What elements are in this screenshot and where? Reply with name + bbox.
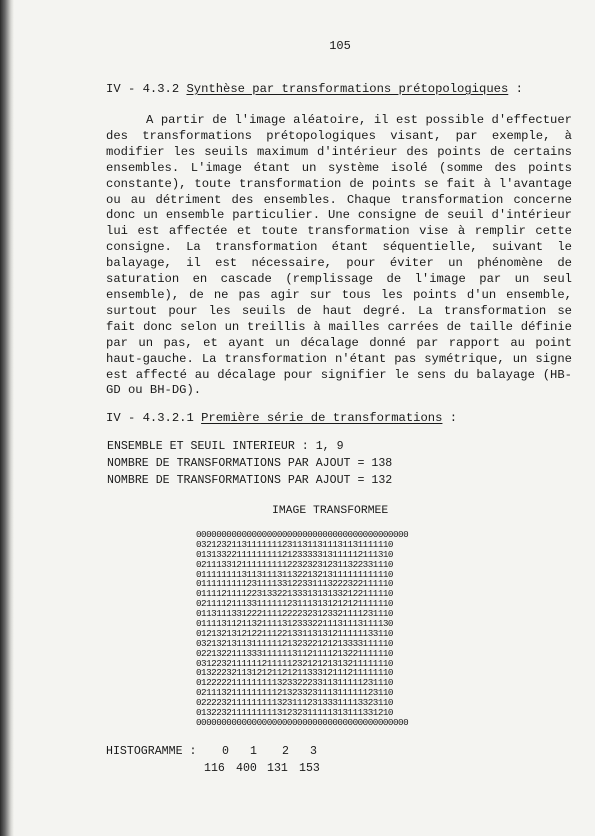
grid-row: 011111111311311131132213213111111111110 (196, 568, 393, 580)
histogram-count: 153 (299, 762, 320, 775)
param-line-3: NOMBRE DE TRANSFORMATIONS PAR AJOUT = 132 (107, 474, 393, 487)
section-number: IV - 4.3.2 (106, 82, 187, 96)
grid-row: 000000000000000000000000000000000000000000 (196, 529, 409, 540)
subsection-colon: : (442, 411, 458, 425)
section-heading (106, 82, 523, 96)
page-number: 105 (329, 39, 351, 53)
histogram-category: 0 (222, 745, 229, 758)
subsection-number: IV - 4.3.2.1 (106, 411, 202, 425)
grid-row: 021111211133111111231113131212121111110 (196, 598, 393, 610)
subsection-heading (106, 411, 457, 425)
histogram-category: 2 (282, 745, 289, 758)
grid-row: 032132131131111112132322121213333111110 (196, 637, 393, 649)
grid-row: 022132211133311111131121111213221111110 (196, 647, 393, 659)
grid-row: 021113211111111121323323111311111123110 (196, 687, 393, 699)
grid-row: 012222211111111132332223311311111231110 (196, 677, 393, 689)
grid-row: 000000000000000000000000000000000000000000 (196, 716, 409, 728)
grid-row: 031223211111121111123212121313211111110 (196, 657, 393, 669)
body-text (106, 113, 572, 399)
grid-row: 011311133122211112222323123321111231110 (196, 608, 393, 620)
param-line-2: NOMBRE DE TRANSFORMATIONS PAR AJOUT = 138 (107, 457, 393, 470)
histogram-category: 1 (250, 745, 257, 758)
histogram-category: 3 (310, 745, 317, 758)
subsection-title: Première série de transformations (201, 411, 443, 425)
grid-row: 011112111122313322133313131332122111110 (196, 588, 393, 600)
grid-row: 013222321131212112121133312111211111110 (196, 667, 393, 679)
grid-row: 011111111123111133122331113222322111110 (196, 578, 393, 590)
section-colon: : (508, 82, 523, 96)
histogram-count: 116 (204, 762, 225, 775)
grid-row: 032123211311111112311311311131131111110 (196, 538, 393, 550)
section-title: Synthèse par transformations prétopologiques (186, 82, 509, 96)
grid-row: 012132131212211122133113131211111133110 (196, 627, 393, 639)
grid-row: 013133221111111112123333313111112111310 (196, 548, 393, 560)
param-line-1: ENSEMBLE ET SEUIL INTERIEUR : 1, 9 (107, 440, 344, 453)
image-title: IMAGE TRANSFORMEE (272, 505, 389, 517)
grid-row: 011113112113211113123332211131113111130 (196, 618, 393, 630)
histogram-count: 131 (267, 762, 288, 775)
grid-row: 013223211111111131232311111313111331210 (196, 707, 393, 719)
histogram-label: HISTOGRAMME : (106, 745, 197, 758)
transformed-image-grid (196, 530, 408, 728)
paragraph: A partir de l'image aléatoire, il est possible d'effectuer des transformations prétopologiques visant, par exemple, à modifier les seuils maximum d'intérieur des points de certains ensembles. L'image étant un système isolé (somme des points constante), toute transformation de points se fait à l'avantage ou au détriment des ensembles. Chaque transformation concerne donc un ensemble particulier. Une consigne de seuil d'intérieur lui est affectée et toute transformation vise à remplir cette consigne. La transformation étant séquentielle, suivant le balayage, il est nécessaire, pour éviter un phénomène de saturation en cascade (remplissage de l'image par un seul ensemble), de ne pas agir sur tous les points d'un ensemble, surtout pour les seuils de haut degré. La transformation se fait donc selon un treillis à mailles carrées de taille définie par un pas, et ayant un décalage donné par rapport au point haut-gauche. La transformation n'étant pas symétrique, un signe est affecté au décalage pour signifier le sens du balayage (HB-GD ou BH-DG). (106, 113, 572, 398)
grid-row: 021113312111111111223232312311322331110 (196, 558, 393, 570)
grid-row: 022223211111111132311123133311113323110 (196, 697, 393, 709)
histogram-count: 400 (236, 762, 257, 775)
scan-edge-shadow (0, 0, 14, 836)
histogram-counts (0, 762, 595, 827)
